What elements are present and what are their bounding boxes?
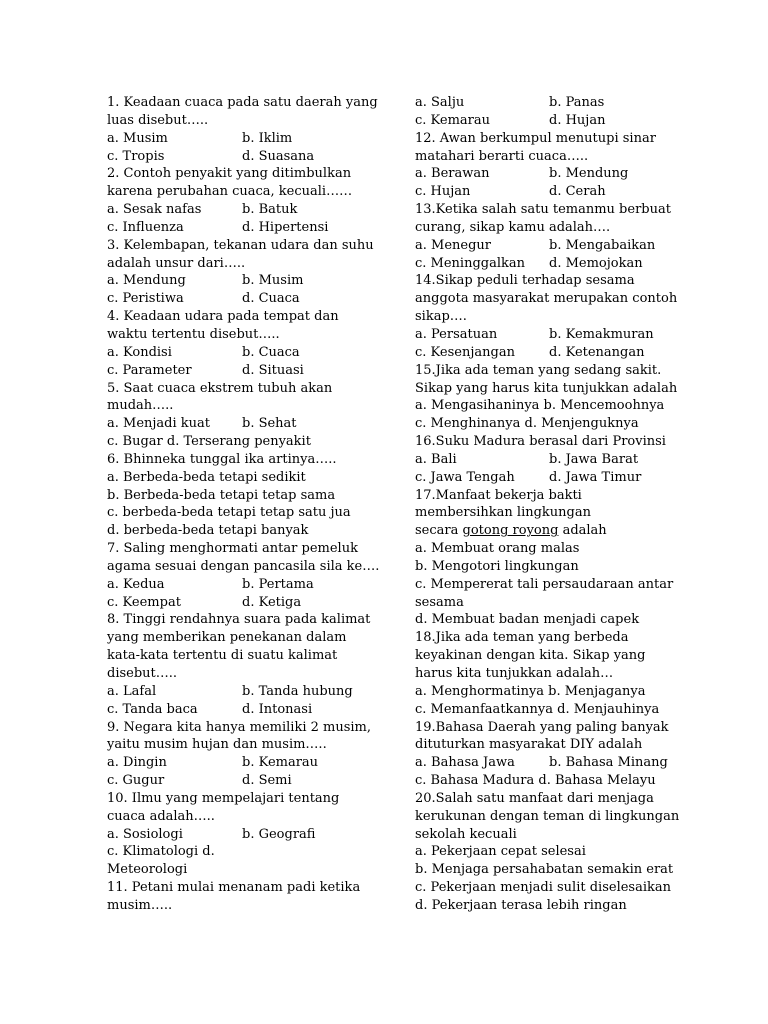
text-line — [415, 701, 685, 719]
option-second: d. Ketiga — [242, 594, 302, 610]
line-text: a. Musim — [107, 130, 168, 146]
line-text: a. Dingin — [107, 755, 167, 771]
text-line — [415, 826, 685, 844]
text-line — [415, 611, 685, 629]
line-text: c. Keempat — [107, 594, 181, 610]
text-line — [107, 754, 397, 772]
line-text: keyakinan dengan kita. Sikap yang — [415, 648, 646, 664]
line-text: a. Mengasihaninya b. Mencemoohnya — [415, 398, 665, 414]
line-text: b. Berbeda-beda tetapi tetap sama — [107, 487, 336, 503]
text-line — [415, 183, 685, 201]
text-line — [107, 540, 397, 558]
text-line — [107, 861, 397, 879]
line-text: luas disebut….. — [107, 112, 209, 128]
line-text: agama sesuai dengan pancasila sila ke…. — [107, 558, 380, 574]
line-text: a. Berawan — [415, 166, 490, 182]
text-line — [107, 344, 397, 362]
line-text: 9. Negara kita hanya memiliki 2 musim, — [107, 719, 372, 735]
text-line — [107, 504, 397, 522]
text-line — [415, 647, 685, 665]
right-column — [415, 94, 685, 915]
text-line — [415, 130, 685, 148]
text-line — [415, 897, 685, 915]
line-text: d. Pekerjaan terasa lebih ringan — [415, 897, 627, 913]
text-line — [415, 843, 685, 861]
line-text: karena perubahan cuaca, kecuali…… — [107, 184, 353, 200]
text-line — [415, 540, 685, 558]
text-line — [107, 308, 397, 326]
option-second: d. Hujan — [549, 112, 606, 128]
text-line — [415, 879, 685, 897]
text-line — [415, 808, 685, 826]
line-text: a. Mendung — [107, 273, 186, 289]
text-line — [415, 326, 685, 344]
line-text: a. Pekerjaan cepat selesai — [415, 844, 586, 860]
option-second: b. Kemakmuran — [549, 326, 654, 342]
text-line — [107, 255, 397, 273]
line-text: kata-kata tertentu di suatu kalimat — [107, 648, 338, 664]
text-line — [107, 576, 397, 594]
text-line — [415, 772, 685, 790]
option-second: d. Situasi — [242, 362, 304, 378]
text-line — [107, 879, 397, 897]
line-text: b. Menjaga persahabatan semakin erat — [415, 862, 674, 878]
text-line — [107, 897, 397, 915]
text-line — [415, 415, 685, 433]
line-text: a. Sosiologi — [107, 826, 183, 842]
text-line — [107, 130, 397, 148]
text-line — [107, 611, 397, 629]
line-text: cuaca adalah….. — [107, 808, 215, 824]
text-line — [415, 594, 685, 612]
line-text: curang, sikap kamu adalah…. — [415, 219, 611, 235]
line-text: yang memberikan penekanan dalam — [107, 630, 347, 646]
option-second: d. Hipertensi — [242, 219, 329, 235]
line-text: 6. Bhinneka tunggal ika artinya….. — [107, 451, 337, 467]
line-text: anggota masyarakat merupakan contoh — [415, 291, 678, 307]
text-line — [107, 94, 397, 112]
line-text: matahari berarti cuaca….. — [415, 148, 589, 164]
text-line — [107, 290, 397, 308]
line-text: 12. Awan berkumpul menutupi sinar — [415, 130, 656, 146]
text-line — [107, 487, 397, 505]
line-text: a. Persatuan — [415, 326, 498, 342]
option-second: d. Ketenangan — [549, 344, 645, 360]
option-second: d. Intonasi — [242, 701, 313, 717]
line-text: 19.Bahasa Daerah yang paling banyak — [415, 719, 669, 735]
option-second: d. Jawa Timur — [549, 469, 642, 485]
line-text: c. Mempererat tali persaudaraan antar — [415, 576, 674, 592]
line-text: d. berbeda-beda tetapi banyak — [107, 523, 309, 539]
option-second: b. Geografi — [242, 826, 316, 842]
option-second: d. Suasana — [242, 148, 315, 164]
line-text: 11. Petani mulai menanam padi ketika — [107, 880, 361, 896]
text-line — [415, 237, 685, 255]
text-line — [415, 736, 685, 754]
text-line — [107, 790, 397, 808]
text-line — [107, 201, 397, 219]
line-text: harus kita tunjukkan adalah… — [415, 666, 614, 681]
line-text: 17.Manfaat bekerja bakti — [415, 487, 582, 503]
line-text-after: adalah — [558, 523, 607, 539]
text-line — [415, 290, 685, 308]
line-text: c. Gugur — [107, 773, 165, 789]
text-line — [107, 808, 397, 826]
text-line — [415, 112, 685, 130]
text-line — [107, 719, 397, 737]
line-text: c. Memanfaatkannya d. Menjauhinya — [415, 701, 660, 717]
text-line — [107, 629, 397, 647]
line-text: c. Kesenjangan — [415, 344, 515, 360]
line-text: 3. Kelembapan, tekanan udara dan suhu — [107, 237, 374, 253]
line-text: c. Tanda baca — [107, 701, 198, 717]
option-second: b. Panas — [549, 95, 605, 110]
line-text: a. Berbeda-beda tetapi sedikit — [107, 469, 306, 485]
text-line — [107, 558, 397, 576]
line-text: 13.Ketika salah satu temanmu berbuat — [415, 202, 671, 218]
line-text: c. Peristiwa — [107, 291, 184, 307]
text-line — [415, 665, 685, 683]
line-text: dituturkan masyarakat DIY adalah — [415, 737, 643, 753]
line-text: 5. Saat cuaca ekstrem tubuh akan — [107, 380, 333, 396]
text-line — [415, 451, 685, 469]
option-second: b. Tanda hubung — [242, 683, 353, 699]
line-text: sekolah kecuali — [415, 826, 517, 842]
option-second: d. Memojokan — [549, 255, 643, 271]
line-text: c. Influenza — [107, 219, 184, 235]
text-line — [415, 719, 685, 737]
text-line — [107, 433, 397, 451]
option-second: b. Cuaca — [242, 344, 300, 360]
text-line — [415, 397, 685, 415]
text-line — [415, 344, 685, 362]
line-text: membersihkan lingkungan — [415, 505, 591, 521]
option-second: d. Cerah — [549, 184, 606, 200]
text-line — [107, 326, 397, 344]
line-text: b. Mengotori lingkungan — [415, 558, 579, 574]
line-text: musim….. — [107, 897, 173, 913]
line-text: c. Bugar d. Terserang penyakit — [107, 434, 311, 450]
line-text: a. Menjadi kuat — [107, 416, 211, 432]
line-text: a. Menegur — [415, 237, 491, 253]
line-text: mudah….. — [107, 398, 174, 414]
text-line — [415, 522, 685, 540]
text-line — [107, 397, 397, 415]
line-text: kerukunan dengan teman di lingkungan — [415, 808, 680, 824]
line-text: disebut….. — [107, 666, 178, 681]
line-text: c. Hujan — [415, 184, 471, 200]
text-line — [415, 861, 685, 879]
line-text: 16.Suku Madura berasal dari Provinsi — [415, 434, 666, 450]
line-text: 18.Jika ada teman yang berbeda — [415, 630, 629, 646]
option-second: b. Kemarau — [242, 755, 319, 771]
line-text: a. Sesak nafas — [107, 202, 202, 218]
text-line — [107, 469, 397, 487]
line-text: 20.Salah satu manfaat dari menjaga — [415, 790, 654, 806]
line-text: waktu tertentu disebut….. — [107, 326, 280, 342]
text-line — [415, 683, 685, 701]
option-second: b. Batuk — [242, 202, 298, 218]
left-column — [107, 94, 397, 915]
text-line — [107, 665, 397, 683]
text-line — [107, 826, 397, 844]
line-text: secara — [415, 523, 463, 539]
text-line — [107, 148, 397, 166]
text-line — [107, 362, 397, 380]
line-text: a. Salju — [415, 95, 465, 110]
line-text: c. Menghinanya d. Menjenguknya — [415, 416, 639, 432]
line-text: c. Jawa Tengah — [415, 469, 515, 485]
text-line — [415, 433, 685, 451]
text-line — [415, 558, 685, 576]
text-line — [107, 380, 397, 398]
line-text: a. Membuat orang malas — [415, 541, 580, 557]
line-text: sikap…. — [415, 309, 467, 325]
text-line — [415, 362, 685, 380]
line-text: c. Pekerjaan menjadi sulit diselesaikan — [415, 880, 672, 896]
line-text: adalah unsur dari….. — [107, 255, 246, 271]
line-text: a. Kondisi — [107, 344, 172, 360]
line-text: Sikap yang harus kita tunjukkan adalah — [415, 380, 678, 396]
text-line — [415, 469, 685, 487]
option-second: b. Iklim — [242, 130, 293, 146]
line-text: c. Bahasa Madura d. Bahasa Melayu — [415, 773, 656, 789]
line-text: d. Membuat badan menjadi capek — [415, 612, 640, 628]
line-text: sesama — [415, 594, 464, 610]
text-line — [415, 790, 685, 808]
line-text: 8. Tinggi rendahnya suara pada kalimat — [107, 612, 371, 628]
text-line — [415, 576, 685, 594]
line-text: c. Parameter — [107, 362, 192, 378]
text-line — [415, 629, 685, 647]
text-line — [107, 522, 397, 540]
text-line — [107, 594, 397, 612]
line-text: a. Lafal — [107, 683, 157, 699]
text-line — [107, 736, 397, 754]
line-text: 7. Saling menghormati antar pemeluk — [107, 541, 358, 557]
option-second: b. Jawa Barat — [549, 451, 639, 467]
text-line — [415, 201, 685, 219]
option-second: b. Pertama — [242, 576, 314, 592]
text-line — [415, 754, 685, 772]
text-line — [415, 504, 685, 522]
line-text: c. Meninggalkan — [415, 255, 526, 271]
line-text: 1. Keadaan cuaca pada satu daerah yang — [107, 95, 378, 110]
option-second: b. Mengabaikan — [549, 237, 656, 253]
option-second: d. Cuaca — [242, 291, 300, 307]
line-text: c. Klimatologi d. — [107, 844, 215, 860]
option-second: b. Musim — [242, 273, 304, 289]
text-line — [107, 683, 397, 701]
text-line — [107, 237, 397, 255]
line-text: c. Tropis — [107, 148, 165, 164]
text-line — [415, 148, 685, 166]
line-text: a. Bahasa Jawa — [415, 755, 515, 771]
text-line — [415, 94, 685, 112]
option-second: b. Mendung — [549, 166, 629, 182]
line-text: 10. Ilmu yang mempelajari tentang — [107, 790, 340, 806]
option-second: b. Bahasa Minang — [549, 755, 668, 771]
line-text: 14.Sikap peduli terhadap sesama — [415, 273, 635, 289]
text-line — [107, 272, 397, 290]
line-text: Meteorologi — [107, 862, 188, 878]
text-line — [107, 112, 397, 130]
text-line — [107, 451, 397, 469]
text-line — [415, 308, 685, 326]
option-second: b. Sehat — [242, 416, 297, 432]
text-line — [107, 219, 397, 237]
line-text: yaitu musim hujan dan musim….. — [107, 737, 327, 753]
text-line — [107, 183, 397, 201]
text-line — [107, 647, 397, 665]
line-text: 4. Keadaan udara pada tempat dan — [107, 309, 339, 325]
line-text: c. Kemarau — [415, 112, 491, 128]
text-line — [107, 701, 397, 719]
text-line — [415, 219, 685, 237]
line-text: a. Menghormatinya b. Menjaganya — [415, 683, 646, 699]
text-line — [415, 380, 685, 398]
line-text: c. berbeda-beda tetapi tetap satu jua — [107, 505, 351, 521]
text-line — [415, 165, 685, 183]
text-line — [415, 272, 685, 290]
option-second: d. Semi — [242, 773, 292, 789]
text-line — [107, 415, 397, 433]
text-line — [107, 165, 397, 183]
line-text: 2. Contoh penyakit yang ditimbulkan — [107, 166, 352, 182]
line-text: a. Bali — [415, 451, 457, 467]
text-line — [107, 843, 397, 861]
line-text: 15.Jika ada teman yang sedang sakit. — [415, 362, 662, 378]
text-line — [415, 487, 685, 505]
text-line — [415, 255, 685, 273]
line-text: a. Kedua — [107, 576, 165, 592]
underlined-text: gotong royong — [462, 523, 559, 539]
text-line — [107, 772, 397, 790]
